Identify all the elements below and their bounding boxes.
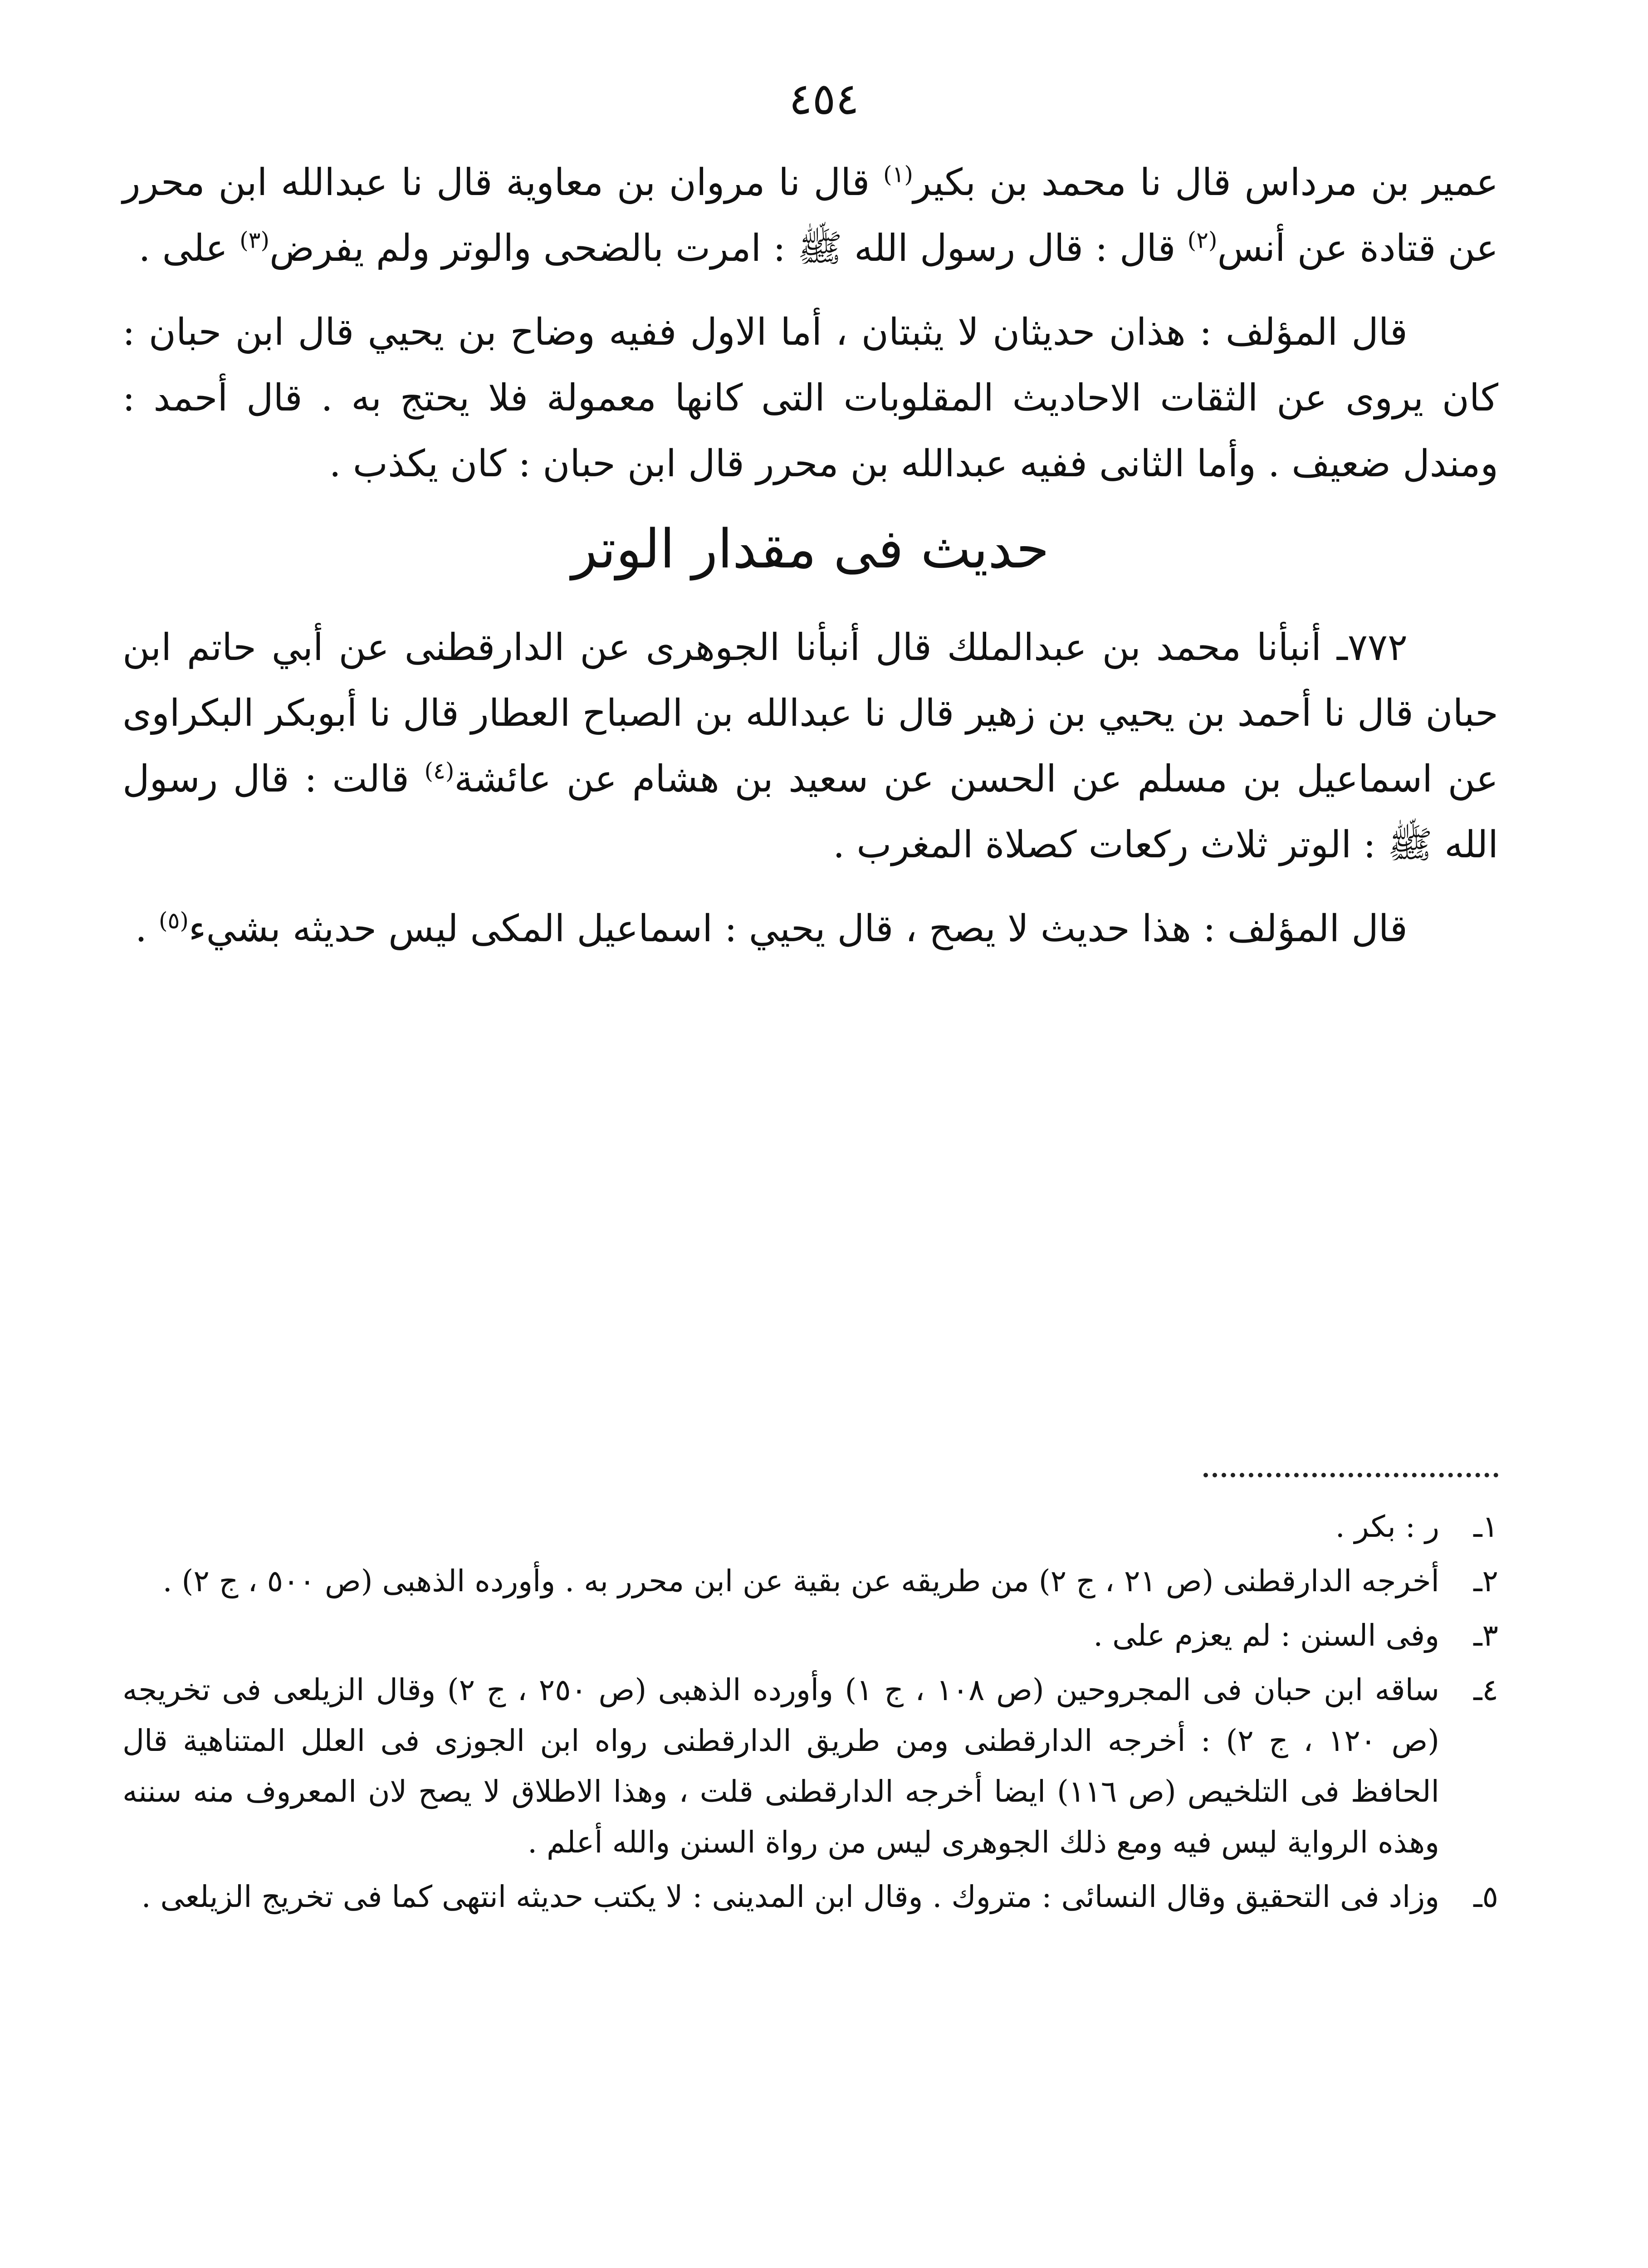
paragraph-text: على . xyxy=(138,227,240,270)
footnote-marker: (٥) xyxy=(159,907,189,934)
footnote-number: ٤ـ xyxy=(1473,1672,1498,1707)
footnote-text: وزاد فى التحقيق وقال النسائى : متروك . وقال ابن المدينى : لا يكتب حديثه انتهى كما فى تخريج الزيلعى . xyxy=(141,1879,1439,1914)
paragraph-hadith-772 xyxy=(122,615,1498,878)
footnote-number: ٥ـ xyxy=(1473,1879,1498,1914)
footnote-marker: (٣) xyxy=(240,227,269,254)
paragraph-text: عمير بن مرداس قال نا محمد بن بكير xyxy=(913,161,1498,204)
page-number: ٤٥٤ xyxy=(789,73,859,124)
footnote-text: أخرجه الدارقطنى (ص ٢١ ، ج ٢) من طريقه عن بقية عن ابن محرر به . وأورده الذهبى (ص ٥٠٠ ، ج ٢) . xyxy=(162,1564,1439,1598)
footnote-item xyxy=(122,1556,1498,1607)
paragraph-hadith-continued xyxy=(122,150,1498,281)
footnote-marker: (٢) xyxy=(1187,227,1218,254)
paragraph-text: قال المؤلف : هذا حديث لا يصح ، قال يحيي : اسماعيل المكى ليس حديثه بشيء xyxy=(188,907,1408,950)
footnote-marker: (٤) xyxy=(424,758,455,784)
footnote-item xyxy=(122,1872,1498,1922)
footnote-item xyxy=(122,1610,1498,1661)
footnote-text: وفى السنن : لم يعزم على . xyxy=(1093,1618,1439,1653)
main-text xyxy=(122,150,1498,980)
footnote-item xyxy=(122,1665,1498,1868)
footnote-item xyxy=(122,1501,1498,1552)
footnote-number: ٣ـ xyxy=(1473,1618,1498,1653)
paragraph-text: ٧٧٢ـ أنبأنا محمد بن عبدالملك قال أنبأنا الجوهرى عن الدارقطنى عن أبي حاتم ابن حبان قال نا أحمد بن يحيي بن زهير قال نا عبدالله بن الصباح العطار قال نا أبوبكر البكراوى عن اسماعيل بن مسلم عن الحسن عن سعيد بن هشام عن عائشة xyxy=(122,626,1498,801)
section-heading: حديث فى مقدار الوتر xyxy=(571,518,1050,580)
paragraph-author-comment xyxy=(122,896,1498,962)
paragraph-text: قالت : قال رسول الله ﷺ : الوتر ثلاث ركعات كصلاة المغرب . xyxy=(122,758,1498,866)
footnote-number: ١ـ xyxy=(1473,1509,1498,1544)
footnote-separator xyxy=(1203,1473,1498,1477)
footnote-number: ٢ـ xyxy=(1473,1564,1498,1598)
paragraph-author-note: قال المؤلف : هذان حديثان لا يثبتان ، أما الاول ففيه وضاح بن يحيي قال ابن حبان : كان يروى عن الثقات الاحاديث المقلوبات التى كانها معمولة فلا يحتج به . قال أحمد : ومندل ضعيف . وأما الثانى ففيه عبدالله بن محرر قال ابن حبان : كان يكذب . xyxy=(122,311,1498,485)
paragraph-text: قال نا مروان بن معاوية قال نا عبدالله ابن محرر عن قتادة عن أنس xyxy=(122,161,1498,270)
footnote-text: ر : بكر . xyxy=(1335,1509,1439,1544)
footnote-marker: (١) xyxy=(883,161,913,188)
footnote-text: ساقه ابن حبان فى المجروحين (ص ١٠٨ ، ج ١) وأورده الذهبى (ص ٢٥٠ ، ج ٢) وقال الزيلعى فى تخريجه (ص ١٢٠ ، ج ٢) : أخرجه الدارقطنى ومن طريق الدارقطنى رواه ابن الجوزى فى العلل المتناهية قال الحافظ فى التلخيص (ص ١١٦) ايضا أخرجه الدارقطنى قلت ، وهذا الاطلاق لا يصح لان المعروف منه سننه وهذه الرواية ليس فيه ومع ذلك الجوهرى ليس من رواة السنن والله أعلم . xyxy=(122,1672,1440,1860)
paragraph-text: . xyxy=(135,907,159,950)
footnotes xyxy=(122,1501,1498,1926)
paragraph-text: قال : قال رسول الله ﷺ : امرت بالضحى والوتر ولم يفرض xyxy=(269,227,1188,270)
